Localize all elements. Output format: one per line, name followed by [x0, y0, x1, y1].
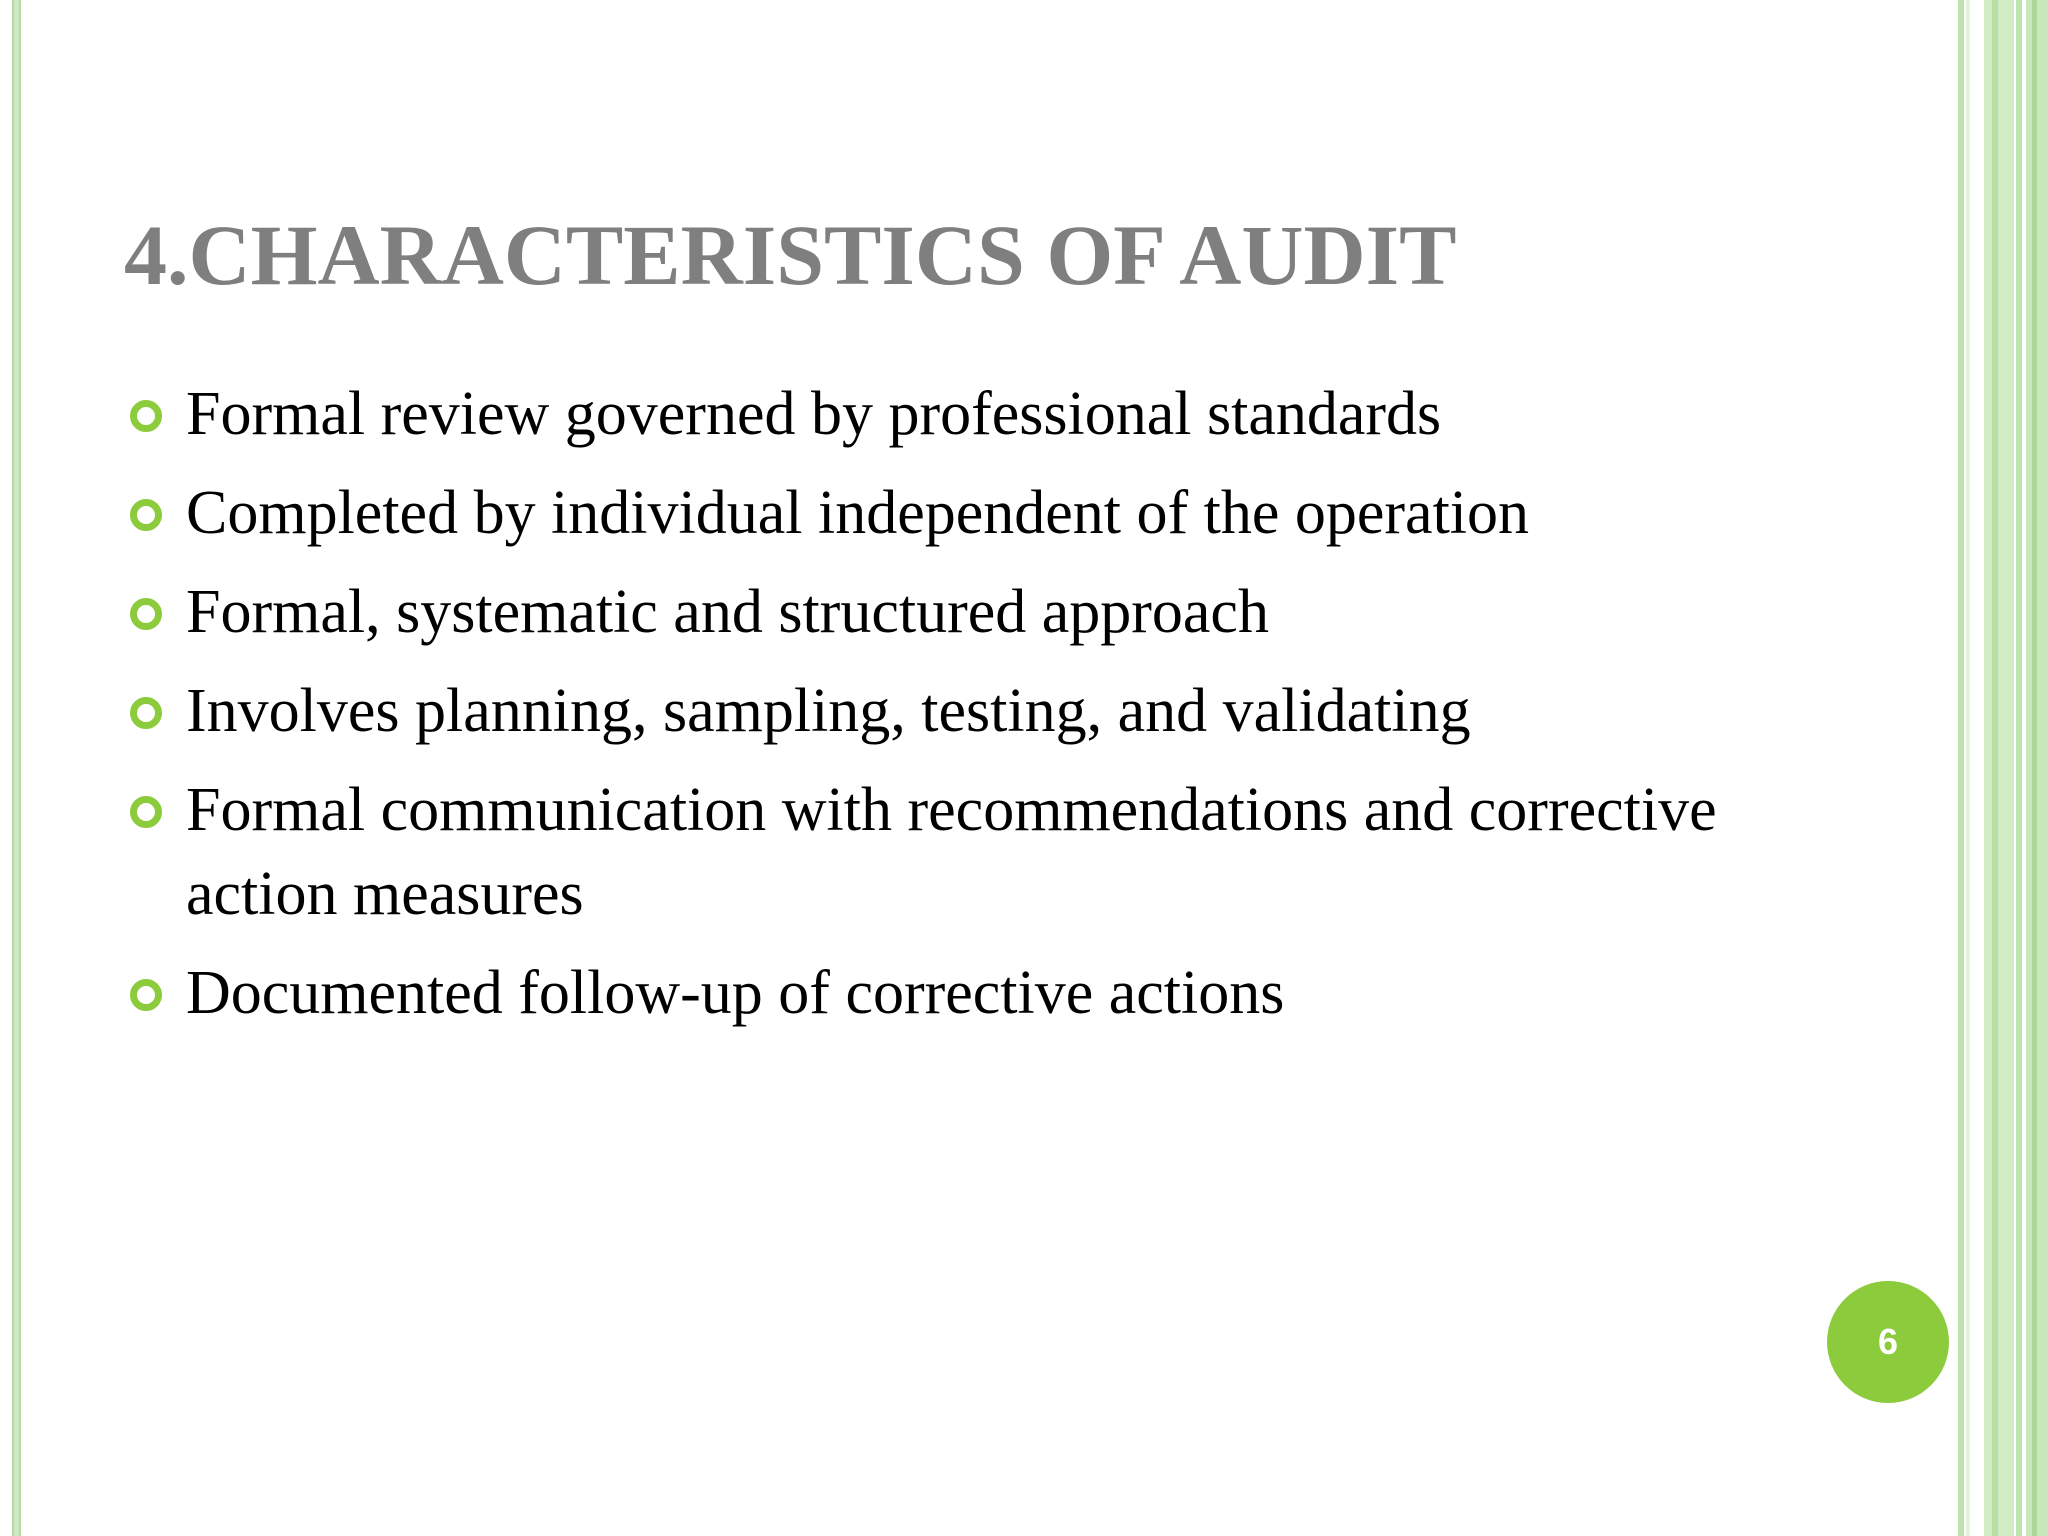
bullet-item — [126, 372, 1766, 456]
stripe — [1992, 0, 1998, 1536]
bullet-item — [126, 471, 1766, 555]
circle-bullet-icon — [130, 400, 162, 432]
bullet-item — [126, 570, 1766, 654]
right-stripes-decoration — [1958, 0, 2048, 1536]
circle-bullet-icon — [130, 499, 162, 531]
stripe — [2016, 0, 2022, 1536]
bullet-text: Formal, systematic and structured approach — [186, 578, 1269, 646]
bullet-text: Completed by individual independent of the operation — [186, 479, 1530, 547]
stripe — [1966, 0, 1970, 1536]
circle-bullet-icon — [130, 796, 162, 828]
circle-bullet-icon — [130, 697, 162, 729]
page-number-badge: 6 — [1827, 1281, 1949, 1403]
slide-title: 4.CHARACTERISTICS OF AUDIT — [124, 207, 1457, 303]
stripe — [1958, 0, 1964, 1536]
bullet-text: Formal communication with recommendations and corrective action measures — [186, 776, 1717, 928]
bullet-item — [126, 951, 1766, 1035]
bullet-item — [126, 669, 1766, 753]
stripe — [2032, 0, 2037, 1536]
bullet-text: Involves planning, sampling, testing, and validating — [186, 677, 1471, 745]
stripe — [2026, 0, 2048, 1536]
bullet-item — [126, 768, 1766, 936]
circle-bullet-icon — [130, 598, 162, 630]
left-border-decoration — [12, 0, 21, 1536]
stripe — [1984, 0, 2014, 1536]
bullet-text: Documented follow-up of corrective actions — [186, 959, 1285, 1027]
bullet-text: Formal review governed by professional standards — [186, 380, 1442, 448]
circle-bullet-icon — [130, 979, 162, 1011]
bullet-list — [126, 372, 1766, 1050]
